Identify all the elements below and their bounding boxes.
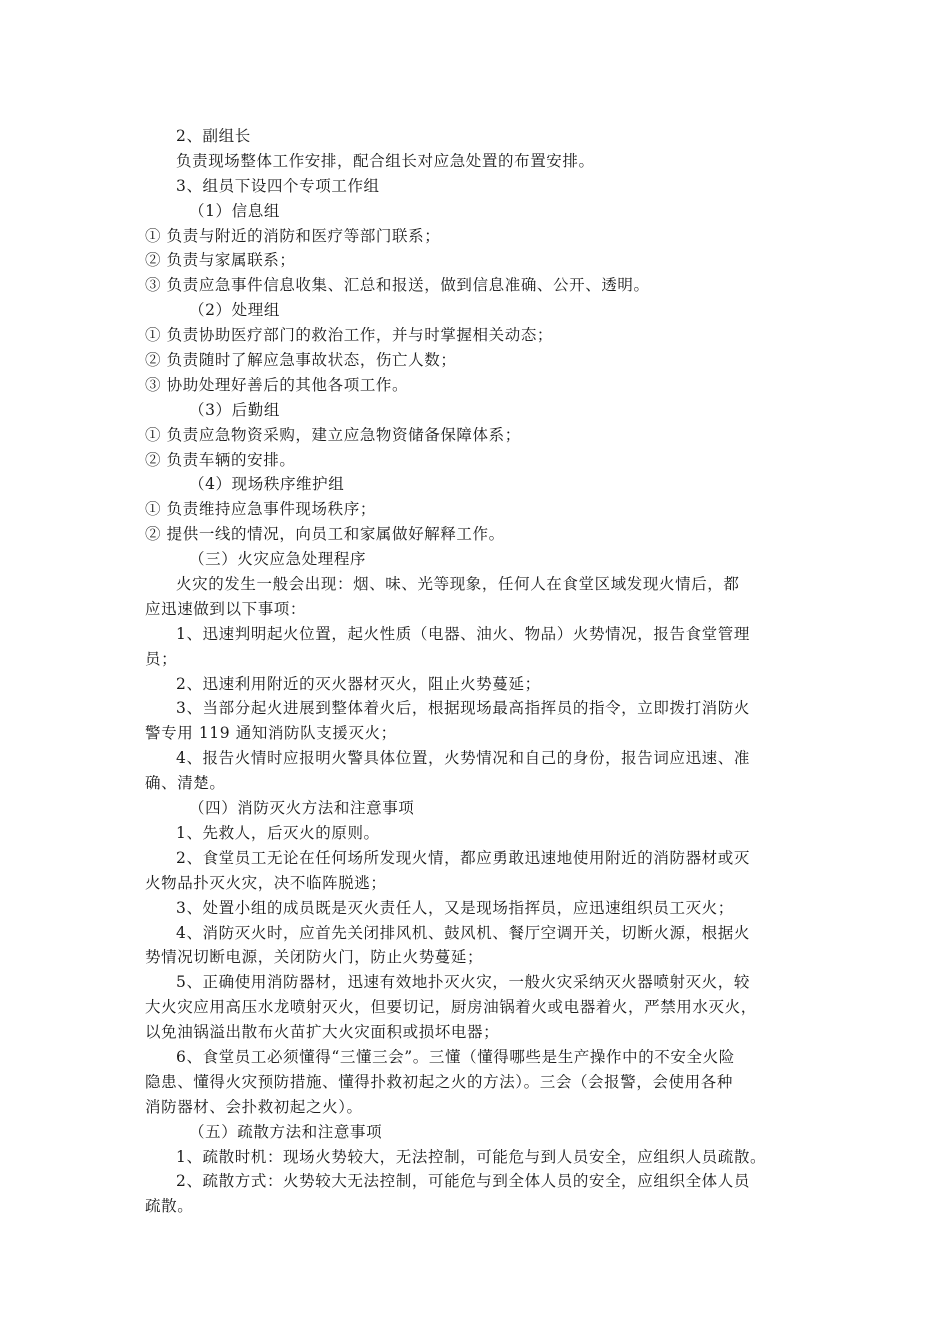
text-line: 3、组员下设四个专项工作组 xyxy=(176,176,380,195)
text-line: ③ 协助处理好善后的其他各项工作。 xyxy=(145,375,409,394)
text-line: （五）疏散方法和注意事项 xyxy=(189,1122,383,1141)
text-line: 6、食堂员工必须懂得“三懂三会”。三懂（懂得哪些是生产操作中的不安全火险 xyxy=(176,1047,735,1066)
text-line: 疏散。 xyxy=(145,1197,194,1216)
text-line: ① 负责维持应急事件现场秩序； xyxy=(145,500,376,519)
text-line: （3）后勤组 xyxy=(189,400,280,419)
text-line: ① 负责协助医疗部门的救治工作，并与时掌握相关动态； xyxy=(145,326,554,345)
text-line: 1、疏散时机：现场火势较大，无法控制，可能危与到人员安全，应组织人员疏散。 xyxy=(176,1147,767,1166)
text-line: 3、当部分起火进展到整体着火后，根据现场最高指挥员的指令，立即拨打消防火 xyxy=(176,699,750,718)
text-line: ① 负责与附近的消防和医疗等部门联系； xyxy=(145,226,441,245)
text-line: ② 提供一线的情况，向员工和家属做好解释工作。 xyxy=(145,525,505,544)
text-line: （三）火灾应急处理程序 xyxy=(189,550,367,569)
text-line: 应迅速做到以下事项： xyxy=(145,599,307,618)
text-line: ② 负责与家属联系； xyxy=(145,251,296,270)
text-line: 大火灾应用高压水龙喷射灭火，但要切记，厨房油锅着火或电器着火，严禁用水灭火， xyxy=(145,998,757,1017)
text-line: （4）现场秩序维护组 xyxy=(189,475,345,494)
text-line: 5、正确使用消防器材，迅速有效地扑灭火灾，一般火灾采纳灭火器喷射灭火，较 xyxy=(176,973,750,992)
text-line: 员； xyxy=(145,649,178,668)
text-line: 1、先救人，后灭火的原则。 xyxy=(176,823,380,842)
text-line: 1、迅速判明起火位置，起火性质（电器、油火、物品）火势情况，报告食堂管理 xyxy=(176,624,750,643)
text-line: ② 负责随时了解应急事故状态，伤亡人数； xyxy=(145,351,457,370)
text-line: （2）处理组 xyxy=(189,301,280,320)
text-line: 2、疏散方式：火势较大无法控制，可能危与到全体人员的安全，应组织全体人员 xyxy=(176,1172,750,1191)
text-line: ② 负责车辆的安排。 xyxy=(145,450,296,469)
text-line: 3、处置小组的成员既是灭火责任人，又是现场指挥员，应迅速组织员工灭火； xyxy=(176,898,734,917)
text-line: 火灾的发生一般会出现：烟、味、光等现象，任何人在食堂区域发现火情后，都 xyxy=(176,575,740,594)
text-line: 以免油锅溢出散布火苗扩大火灾面积或损坏电器； xyxy=(145,1023,500,1042)
text-line: ① 负责应急物资采购，建立应急物资储备保障体系； xyxy=(145,425,521,444)
text-line: 警专用 119 通知消防队支援灭火； xyxy=(145,724,397,743)
document-body xyxy=(145,124,825,1219)
text-line: 4、报告火情时应报明火警具体位置，火势情况和自己的身份，报告词应迅速、准 xyxy=(176,749,750,768)
text-line: 势情况切断电源，关闭防火门，防止火势蔓延； xyxy=(145,948,484,967)
text-line: 2、副组长 xyxy=(176,127,251,145)
text-line: 2、食堂员工无论在任何场所发现火情，都应勇敢迅速地使用附近的消防器材或灭 xyxy=(176,848,750,867)
text-line: 4、消防灭火时，应首先关闭排风机、鼓风机、餐厅空调开关，切断火源，根据火 xyxy=(176,923,750,942)
text-line: （1）信息组 xyxy=(189,201,280,220)
text-line: （四）消防灭火方法和注意事项 xyxy=(189,799,415,818)
text-line: ③ 负责应急事件信息收集、汇总和报送，做到信息准确、公开、透明。 xyxy=(145,276,650,295)
text-line: 负责现场整体工作安排，配合组长对应急处置的布置安排。 xyxy=(176,151,595,170)
text-line: 2、迅速利用附近的灭火器材灭火，阻止火势蔓延； xyxy=(176,674,541,693)
text-line: 消防器材、会扑救初起之火）。 xyxy=(145,1097,363,1116)
text-line: 火物品扑灭火灾，决不临阵脱逃； xyxy=(145,873,387,892)
text-line: 确、清楚。 xyxy=(145,774,226,793)
text-line: 隐患、懂得火灾预防措施、懂得扑救初起之火的方法）。三会（会报警，会使用各种 xyxy=(145,1072,733,1091)
